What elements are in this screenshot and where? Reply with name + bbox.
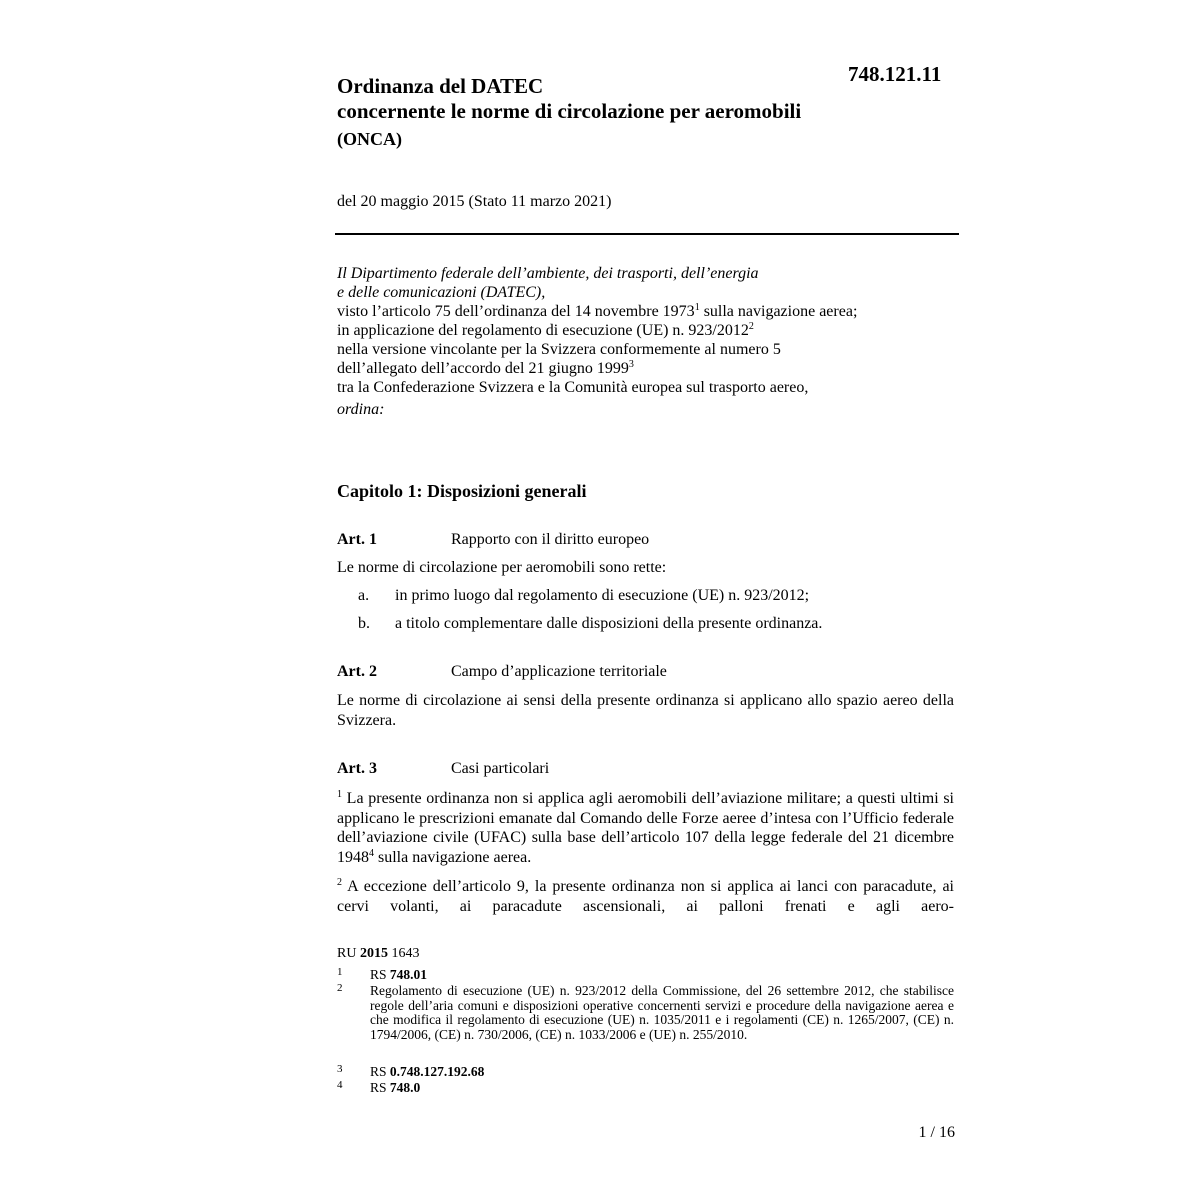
preamble-line-4: dell’allegato dell’accordo del 21 giugno 1999$^3$ bbox=[337, 359, 634, 377]
preamble-ordina: ordina: bbox=[337, 401, 385, 418]
paragraph-number: 2 bbox=[337, 877, 342, 888]
ru-reference: RU 2015 1643 bbox=[337, 946, 420, 961]
page-indicator: 1 / 16 bbox=[918, 1124, 955, 1141]
article-title: Casi particolari bbox=[451, 760, 550, 777]
article-number: Art. 2 bbox=[337, 663, 377, 680]
footnote-number: 4 bbox=[337, 1079, 343, 1091]
article-3-heading bbox=[337, 760, 549, 778]
article-2-heading bbox=[337, 663, 667, 681]
chapter-heading: Capitolo 1: Disposizioni generali bbox=[337, 481, 587, 501]
article-number: Art. 1 bbox=[337, 531, 377, 548]
preamble-line-3: nella versione vincolante per la Svizzera conformemente al numero 5 bbox=[337, 341, 781, 358]
article-1-intro: Le norme di circolazione per aeromobili sono rette: bbox=[337, 559, 667, 576]
footnote-number: 2 bbox=[337, 982, 343, 994]
preamble-line-1: visto l’articolo 75 dell’ordinanza del 14 novembre 1973$^1$ sulla navigazione aerea; bbox=[337, 302, 858, 320]
footnote-ref-3: 3 bbox=[628, 359, 634, 370]
footnote-number: 1 bbox=[337, 966, 343, 978]
preamble bbox=[337, 264, 857, 419]
article-1-heading bbox=[337, 531, 649, 549]
title-line-2: concernente le norme di circolazione per aeromobili bbox=[337, 99, 802, 123]
article-title: Rapporto con il diritto europeo bbox=[451, 531, 650, 548]
paragraph-number: 1 bbox=[337, 789, 342, 800]
article-number: Art. 3 bbox=[337, 760, 377, 777]
footnote-ref-4: 4 bbox=[369, 847, 374, 859]
footnote-2: Regolamento di esecuzione (UE) n. 923/2012 della Commissione, del 26 settembre 2012, che stabilisce regole dell’aria comuni e disposizioni operative concernenti servizi e procedure della navigazione aerea e che modifica il regolamento di esecuzione (UE) n. 1035/2011 e i regolamenti (CE) n. 1265/2007, (CE) n. 1794/2006, (CE) n. 730/2006, (CE) n. 1033/2006 e (UE) n. 255/2010. bbox=[370, 983, 954, 1042]
footnote-number: 3 bbox=[337, 1063, 343, 1075]
title-line-1: Ordinanza del DATEC bbox=[337, 74, 544, 98]
article-3-paragraph-2: $^2$ A eccezione dell’articolo 9, la presente ordinanza non si applica ai lanci con paracadute, ai cervi volanti, ai paracadute ascensionali, ai palloni frenati e agli aero- bbox=[337, 877, 954, 915]
sr-number: 748.121.11 bbox=[848, 62, 942, 86]
title-abbreviation: (ONCA) bbox=[337, 129, 402, 149]
footnote-ref-2: 2 bbox=[748, 321, 754, 332]
footnote-ref-1: 1 bbox=[694, 302, 700, 313]
preamble-authority-1: Il Dipartimento federale dell’ambiente, dei trasporti, dell’energia bbox=[337, 265, 759, 282]
document-title bbox=[337, 74, 801, 152]
article-3-paragraph-1: $^1$ La presente ordinanza non si applica agli aeromobili dell’aviazione militare; a questi ultimi si applicano le prescrizioni emanate dal Comando delle Forze aeree d’intesa con l’Ufficio federale dell’aviazione civile (UFAC) sulla base dell’articolo 107 della legge federale del 21 dicembre 1948$^4$ sulla navigazione aerea. bbox=[337, 789, 954, 866]
footnote-3: RS 0.748.127.192.68 bbox=[370, 1064, 485, 1079]
preamble-line-5: tra la Confederazione Svizzera e la Comunità europea sul trasporto aereo, bbox=[337, 379, 809, 396]
header-divider bbox=[335, 233, 959, 235]
preamble-authority-2: e delle comunicazioni (DATEC), bbox=[337, 284, 546, 301]
article-2-text: Le norme di circolazione ai sensi della presente ordinanza si applicano allo spazio aereo della Svizzera. bbox=[337, 692, 954, 729]
preamble-line-2: in applicazione del regolamento di esecuzione (UE) n. 923/2012$^2$ bbox=[337, 321, 754, 339]
list-item: a. in primo luogo dal regolamento di esecuzione (UE) n. 923/2012; bbox=[358, 587, 810, 604]
footnote-4: RS 748.0 bbox=[370, 1080, 421, 1095]
article-title: Campo d’applicazione territoriale bbox=[451, 663, 667, 680]
document-date: del 20 maggio 2015 (Stato 11 marzo 2021) bbox=[337, 193, 612, 210]
footnote-1: RS 748.01 bbox=[370, 967, 428, 982]
list-item: b. a titolo complementare dalle disposizioni della presente ordinanza. bbox=[358, 615, 823, 632]
